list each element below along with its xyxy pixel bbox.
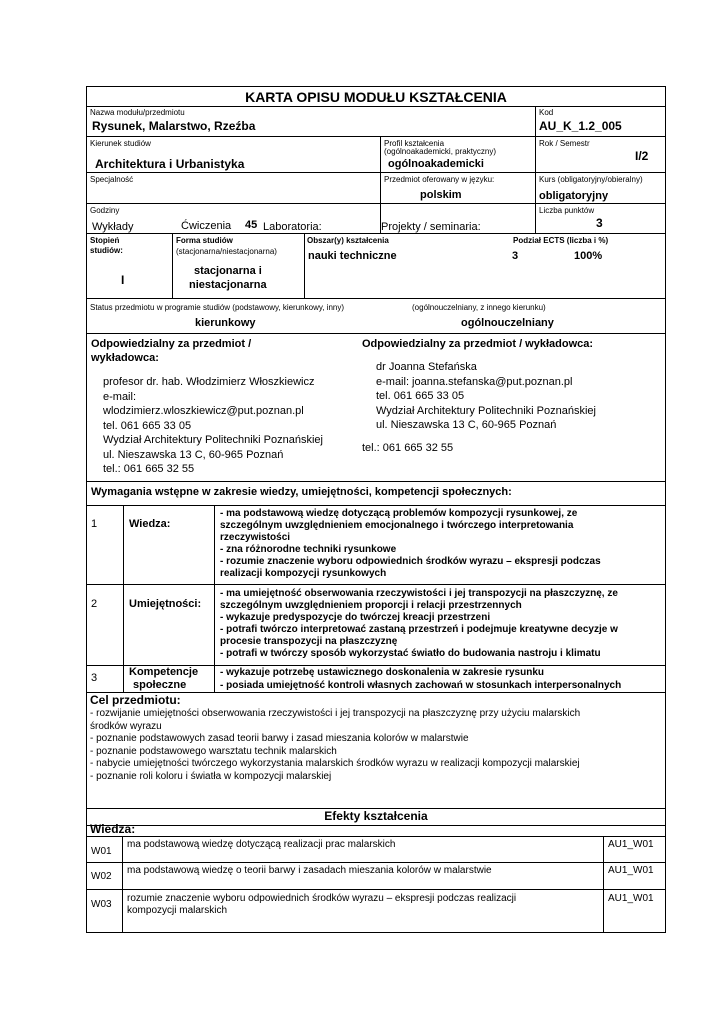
requirement-line: - posiada umiejętność kontroli własnych zachowań w stosunkach interpersonalnych xyxy=(220,679,622,691)
responsible-right-contact xyxy=(376,360,661,433)
status-value: kierunkowy xyxy=(195,317,256,329)
ects-label: Podział ECTS (liczba i %) xyxy=(513,236,609,245)
form-sub-label: (stacjonarna/niestacjonarna) xyxy=(176,247,277,256)
effect-line: ma podstawową wiedzę dotyczącą realizacji prac malarskich xyxy=(127,839,396,850)
requirement-line: - rozumie znaczenie wyboru odpowiednich środków wyrazu – ekspresji podczas xyxy=(220,556,601,567)
requirements-title: Wymagania wstępne w zakresie wiedzy, umiejętności, kompetencji społecznych: xyxy=(91,486,512,498)
year-label: Rok / Semestr xyxy=(539,139,590,148)
requirement-num: 1 xyxy=(91,518,98,530)
contact-line: profesor dr. hab. Włodzimierz Włoszkiewicz xyxy=(103,376,315,388)
requirement-num: 3 xyxy=(91,672,98,684)
requirement-line: rzeczywistości xyxy=(220,532,291,543)
contact-line: ul. Nieszawska 13 C, 60-965 Poznań xyxy=(103,448,284,461)
goal-list xyxy=(90,708,662,783)
area-value: nauki techniczne xyxy=(308,250,397,262)
year-value: I/2 xyxy=(635,149,649,163)
status-value-right: ogólnouczelniany xyxy=(461,317,554,329)
form-label: Forma studiów xyxy=(176,236,233,245)
projects-label: Projekty / seminaria: xyxy=(381,221,481,233)
responsible-right-title: Odpowiedzialny za przedmiot / wykładowca: xyxy=(362,338,594,350)
contact-line: Wydział Architektury Politechniki Poznańskiej xyxy=(376,404,596,417)
requirement-label-line: Kompetencje xyxy=(129,666,199,678)
effect-ref: AU1_W01 xyxy=(608,893,654,904)
effect-ref: AU1_W01 xyxy=(608,865,654,876)
contact-line: tel. 061 665 33 05 xyxy=(376,390,465,402)
contact-line: tel. 061 665 33 05 xyxy=(103,419,192,432)
form-value-line-2: niestacjonarna xyxy=(189,279,267,291)
contact-line: Wydział Architektury Politechniki Poznańskiej xyxy=(103,434,323,446)
requirement-text xyxy=(220,588,662,660)
goal-line: - poznanie podstawowego warsztatu technik malarskich xyxy=(90,745,337,757)
goal-line: - poznanie roli koloru i światła w kompozycji malarskiej xyxy=(90,770,332,782)
requirement-line: - potrafi w twórczy sposób wykorzystać światło do budowania nastroju i klimatu xyxy=(220,648,601,659)
requirement-line: szczególnym uwzględnieniem proporcji i relacji przestrzennych xyxy=(220,600,522,611)
goal-title: Cel przedmiotu: xyxy=(90,693,181,707)
requirement-line: realizacji kompozycji rysunkowych xyxy=(220,568,387,579)
specialty-label: Specjalność xyxy=(90,175,134,184)
hours-label: Godziny xyxy=(90,206,120,215)
level-value: I xyxy=(121,273,125,287)
status-label-right: (ogólnouczelniany, z innego kierunku) xyxy=(412,303,546,312)
effect-code: W02 xyxy=(91,871,112,882)
requirement-line: - zna różnorodne techniki rysunkowe xyxy=(220,544,397,555)
requirement-line: - ma umiejętność obserwowania rzeczywistości i jej transpozycji na płaszczyznę, ze xyxy=(220,588,618,599)
profile-label: Profil kształcenia xyxy=(384,139,445,148)
contact-line: dr Joanna Stefańska xyxy=(376,361,477,373)
goal-line: - nabycie umiejętności twórczego wykorzystania malarskich środków wyrazu w realizacji kompozycji malarskiej xyxy=(90,758,580,769)
contact-line: e-mail: xyxy=(103,390,137,403)
points-label: Liczba punktów xyxy=(539,206,595,215)
course-value: obligatoryjny xyxy=(539,190,609,202)
requirement-line: - ma podstawową wiedzę dotyczącą problemów kompozycji rysunkowej, ze xyxy=(220,508,578,519)
responsible-left-title-1: Odpowiedzialny za przedmiot / xyxy=(91,338,252,350)
responsible-left-title-2: wykładowca: xyxy=(91,352,159,364)
status-label: Status przedmiotu w programie studiów (podstawowy, kierunkowy, inny) xyxy=(90,303,345,312)
level-label: Stopień studiów: xyxy=(90,236,123,255)
profile-sub-label: (ogólnoakademicki, praktyczny) xyxy=(384,147,497,156)
area-label: Obszar(y) kształcenia xyxy=(307,236,389,245)
requirement-line: procesie transpozycji na płaszczyznę xyxy=(220,636,398,647)
goal-line: środków wyrazu xyxy=(90,720,162,732)
language-value: polskim xyxy=(420,189,462,201)
requirement-line: - wykazuje predyspozycje do twórczej kreacji przestrzeni xyxy=(220,612,491,623)
field-value: Architektura i Urbanistyka xyxy=(95,157,245,171)
effect-line: kompozycji malarskich xyxy=(127,905,228,916)
requirement-text xyxy=(220,667,662,692)
effects-title: Efekty kształcenia xyxy=(324,809,428,823)
contact-line: ul. Nieszawska 13 C, 60-965 Poznań xyxy=(376,419,557,431)
module-name: Rysunek, Malarstwo, Rzeźba xyxy=(92,119,256,133)
effect-code: W03 xyxy=(91,899,112,910)
ects-value: 3 xyxy=(512,250,519,262)
requirement-label: Wiedza: xyxy=(129,518,171,530)
effect-ref: AU1_W01 xyxy=(608,839,654,850)
code-label: Kod xyxy=(539,108,554,117)
exercises-label: Ćwiczenia xyxy=(181,220,232,232)
contact-line: e-mail: joanna.stefanska@put.poznan.pl xyxy=(376,375,573,388)
module-name-label: Nazwa modułu/przedmiotu xyxy=(90,108,185,117)
effect-line: rozumie znaczenie wyboru odpowiednich środków wyrazu – ekspresji podczas realizacji xyxy=(127,893,517,904)
requirement-line: - wykazuje potrzebę ustawicznego doskonalenia w zakresie rysunku xyxy=(220,667,544,678)
effect-text xyxy=(127,893,597,917)
contact-line: wlodzimierz.wloszkiewicz@put.poznan.pl xyxy=(103,405,304,417)
code-value: AU_K_1.2_005 xyxy=(539,119,622,133)
requirement-label: Umiejętności: xyxy=(129,598,202,610)
course-label: Kurs (obligatoryjny/obieralny) xyxy=(539,175,643,184)
requirement-label xyxy=(129,666,198,692)
effect-text xyxy=(127,865,597,877)
effect-line: ma podstawową wiedzę o teorii barwy i zasadach mieszania kolorów w malarstwie xyxy=(127,865,492,876)
requirement-line: szczególnym uwzględnieniem emocjonalnego i twórczego interpretowania xyxy=(220,520,574,531)
requirement-num: 2 xyxy=(91,598,98,610)
effect-text xyxy=(127,839,597,851)
ects-percent: 100% xyxy=(574,250,603,262)
field-label: Kierunek studiów xyxy=(90,139,151,148)
requirement-line: - potrafi twórczo interpretować zastaną przestrzeń i podejmuje kreatywne decyzje w xyxy=(220,624,618,635)
form-value-line-1: stacjonarna i xyxy=(194,265,262,277)
knowledge-label: Wiedza: xyxy=(90,822,136,836)
labs-label: Laboratoria: xyxy=(263,221,322,233)
requirement-label-line: społeczne xyxy=(133,679,187,691)
effect-code: W01 xyxy=(91,846,112,857)
page-title: KARTA OPISU MODUŁU KSZTAŁCENIA xyxy=(245,89,507,105)
points-value: 3 xyxy=(596,216,603,230)
goal-line: - poznanie podstawowych zasad teorii barwy i zasad mieszania kolorów w malarstwie xyxy=(90,733,469,744)
language-label: Przedmiot oferowany w języku: xyxy=(384,175,495,184)
lectures-label: Wykłady xyxy=(92,221,134,233)
goal-line: - rozwijanie umiejętności obserwowania rzeczywistości i jej transpozycji na płaszczyznę przy użyciu malarskich xyxy=(90,708,581,719)
contact-line: tel.: 061 665 32 55 xyxy=(103,463,195,475)
requirement-text xyxy=(220,508,662,580)
exercises-value: 45 xyxy=(245,219,258,231)
responsible-right-tel: tel.: 061 665 32 55 xyxy=(362,442,454,454)
profile-value: ogólnoakademicki xyxy=(388,158,484,170)
responsible-left-contact xyxy=(103,375,373,477)
